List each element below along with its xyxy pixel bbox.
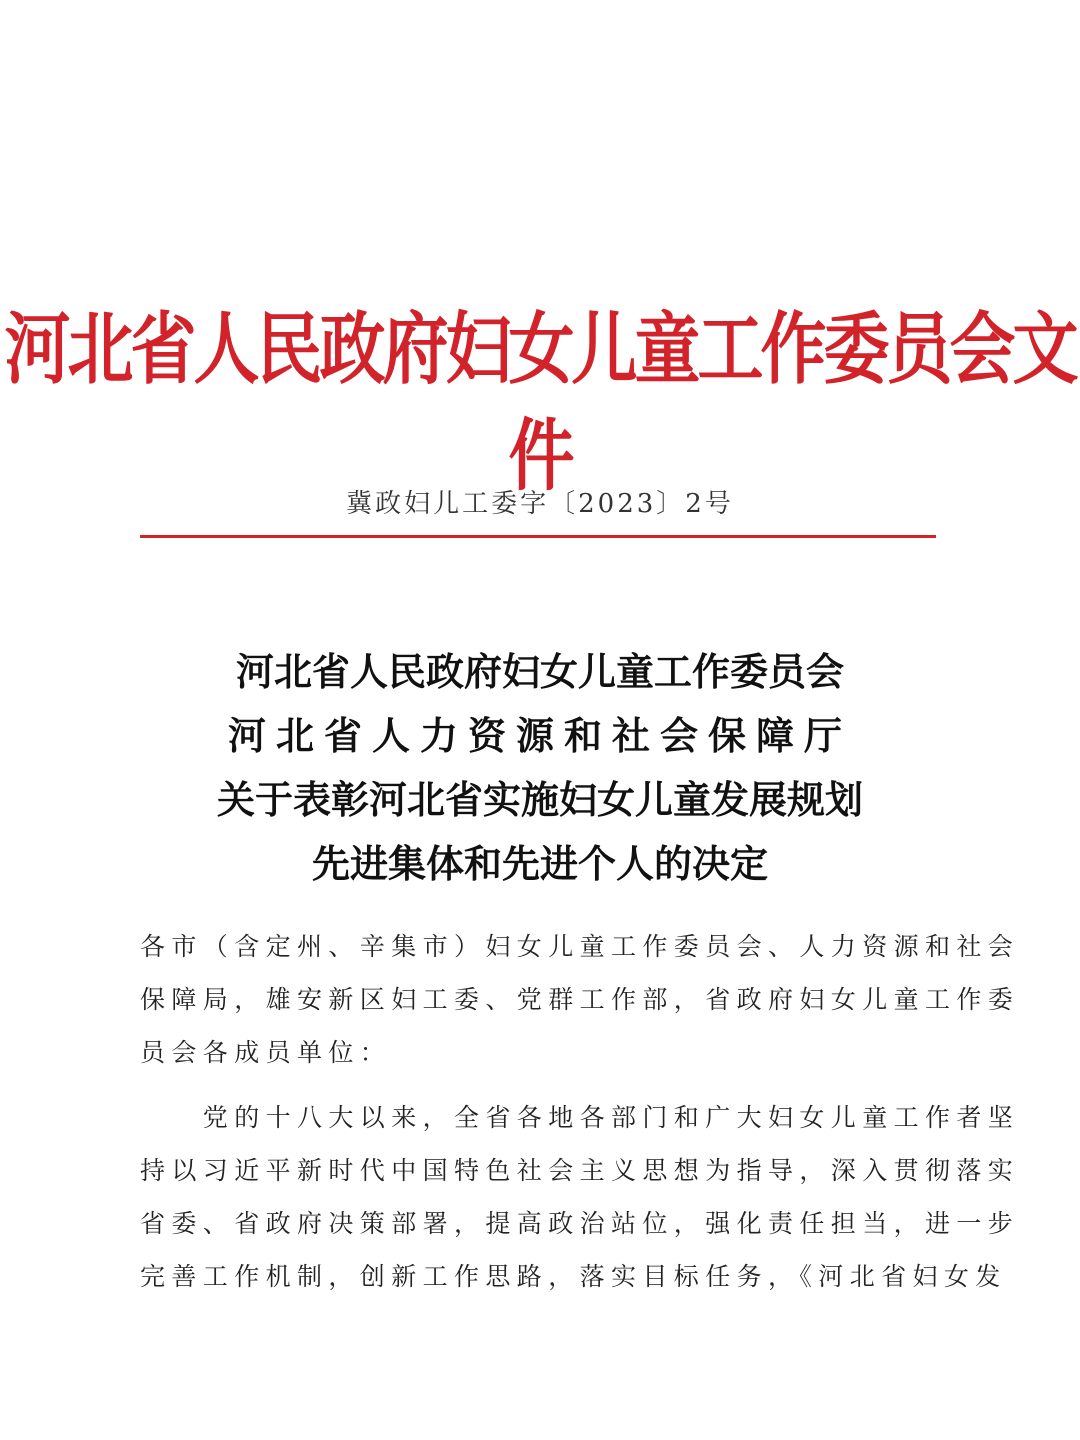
addressee-line-3: 员会各成员单位： bbox=[140, 1038, 392, 1067]
paragraph-line-3: 省委、省政府决策部署，提高政治站位，强化责任担当，进一步 bbox=[140, 1209, 1020, 1238]
red-divider bbox=[140, 535, 936, 538]
addressee-line-1: 各市（含定州、辛集市）妇女儿童工作委员会、人力资源和社会 bbox=[140, 932, 1020, 961]
paragraph-line-4: 完善工作机制，创新工作思路，落实目标任务，《河北省妇女发 bbox=[140, 1262, 1007, 1291]
paragraph-line-1: 党的十八大以来，全省各地各部门和广大妇女儿童工作者坚 bbox=[140, 1103, 1020, 1132]
document-masthead: 河北省人民政府妇女儿童工作委员会文件 bbox=[4, 303, 1076, 502]
paragraph-line-2: 持以习近平新时代中国特色社会主义思想为指导，深入贯彻落实 bbox=[140, 1156, 1020, 1185]
title-line-4: 先进集体和先进个人的决定 bbox=[311, 842, 768, 886]
document-body bbox=[140, 920, 1020, 1303]
document-title bbox=[0, 640, 1080, 896]
title-line-3: 关于表彰河北省实施妇女儿童发展规划 bbox=[216, 778, 863, 822]
title-line-1: 河北省人民政府妇女儿童工作委员会 bbox=[235, 650, 844, 694]
document-number: 冀政妇儿工委字〔2023〕2号 bbox=[346, 489, 734, 519]
title-line-2: 河北省人力资源和社会保障厅 bbox=[227, 714, 852, 758]
addressee-line-2: 保障局，雄安新区妇工委、党群工作部，省政府妇女儿童工作委 bbox=[140, 985, 1020, 1014]
paragraph-gap bbox=[140, 1079, 940, 1091]
